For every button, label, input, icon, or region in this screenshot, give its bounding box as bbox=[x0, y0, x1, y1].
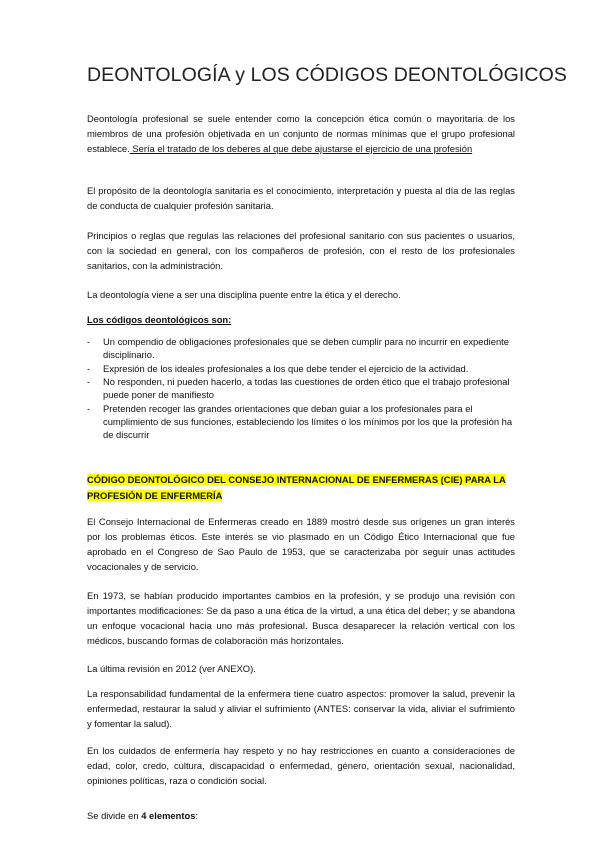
codes-heading-text: Los códigos deontológicos son: bbox=[87, 314, 232, 325]
cie-heading-line2: PROFESIÓN DE ENFERMERÍA bbox=[87, 490, 223, 501]
list-item-text: Pretenden recoger las grandes orientaciones que deban guiar a los profesionales para el cumplimiento de sus funciones, estableciendo los límites o los mínimos por los que la profesión ha de discurrir bbox=[103, 402, 513, 440]
list-item bbox=[87, 363, 515, 376]
paragraph-cie-history: El Consejo Internacional de Enfermeras creado en 1889 mostró desde sus orígenes un gran interés por los problemas éticos. Este interés se vio plasmado en un Código Ético Internacional que fue aprobado en el Congreso de Sao Paulo de 1953, que se caracterizaba por seguir unas actitudes vocacionales y de servicio. bbox=[87, 516, 515, 572]
paragraph-last-revision: La última revisión en 2012 (ver ANEXO). bbox=[87, 663, 256, 674]
paragraph-responsibility: La responsabilidad fundamental de la enfermera tiene cuatro aspectos: promover la salud, prevenir la enfermedad, restaurar la salud y aliviar el sufrimiento (ANTES: conservar la vida, aliviar el sufrimiento y fomentar la salud). bbox=[87, 688, 515, 729]
list-item bbox=[87, 403, 515, 441]
codes-list bbox=[87, 336, 515, 442]
list-marker: - bbox=[87, 402, 91, 414]
paragraph-definition bbox=[87, 111, 515, 156]
list-item bbox=[87, 336, 515, 362]
list-marker: - bbox=[87, 376, 91, 388]
definition-text: Deontología profesional se suele entender como la concepción ética común o mayoritaria de los miembros de una profesión objetivada en un conjunto de normas mínimas que el grupo profesional establece. bbox=[87, 113, 515, 154]
elements-prefix: Se divide en bbox=[87, 810, 142, 821]
cie-heading-line1: CÓDIGO DEONTOLÓGICO DEL CONSEJO INTERNACIONAL DE ENFERMERAS (CIE) PARA LA bbox=[87, 474, 506, 485]
list-marker: - bbox=[87, 362, 91, 374]
list-item-text: Expresión de los ideales profesionales a los que debe tender el ejercicio de la actividad. bbox=[103, 362, 469, 374]
list-item-text: No responden, ni pueden hacerlo, a todas las cuestiones de orden ético que el trabajo profesional puede poner de manifiesto bbox=[103, 376, 510, 401]
paragraph-purpose: El propósito de la deontología sanitaria es el conocimiento, interpretación y puesta al día de las reglas de conducta de cualquier profesión sanitaria. bbox=[87, 185, 515, 211]
paragraph-bridge: La deontología viene a ser una disciplina puente entre la ética y el derecho. bbox=[87, 289, 401, 300]
paragraph-care-respect: En los cuidados de enfermería hay respeto y no hay restricciones en cuanto a consideraciones de edad, color, credo, cultura, discapacidad o enfermedad, género, orientación sexual, nacionalidad, opiniones políticas, raza o condición social. bbox=[87, 745, 515, 786]
paragraph-1973-revision: En 1973, se habían producido importantes cambios en la profesión, y se produjo una revisión con importantes modificaciones: Se da paso a una ética de la virtud, a una ética del deber; y se abandona un enfoque vocacional hacia uno más profesional. Busca desaparecer la relación vertical con los médicos, buscando formas de colaboración más horizontales. bbox=[87, 590, 515, 646]
list-item-text: Un compendio de obligaciones profesionales que se deben cumplir para no incurrir en expediente disciplinario. bbox=[103, 336, 509, 360]
codes-heading bbox=[87, 312, 515, 327]
elements-bold: 4 elementos bbox=[141, 810, 196, 821]
page-title: DEONTOLOGÍA y LOS CÓDIGOS DEONTOLÓGICOS bbox=[87, 64, 567, 86]
elements-suffix: : bbox=[195, 810, 199, 821]
definition-underlined-text: Sería el tratado de los deberes al que debe ajustarse el ejercicio de una profesión bbox=[129, 143, 473, 154]
cie-heading bbox=[87, 472, 515, 504]
paragraph-elements bbox=[87, 808, 515, 823]
list-marker: - bbox=[87, 336, 91, 347]
paragraph-principles: Principios o reglas que regulas las relaciones del profesional sanitario con sus pacientes o usuarios, con la sociedad en general, con los compañeros de profesión, con el resto de los profesionales sanitarios, con la administración. bbox=[87, 230, 515, 271]
list-item bbox=[87, 376, 515, 402]
